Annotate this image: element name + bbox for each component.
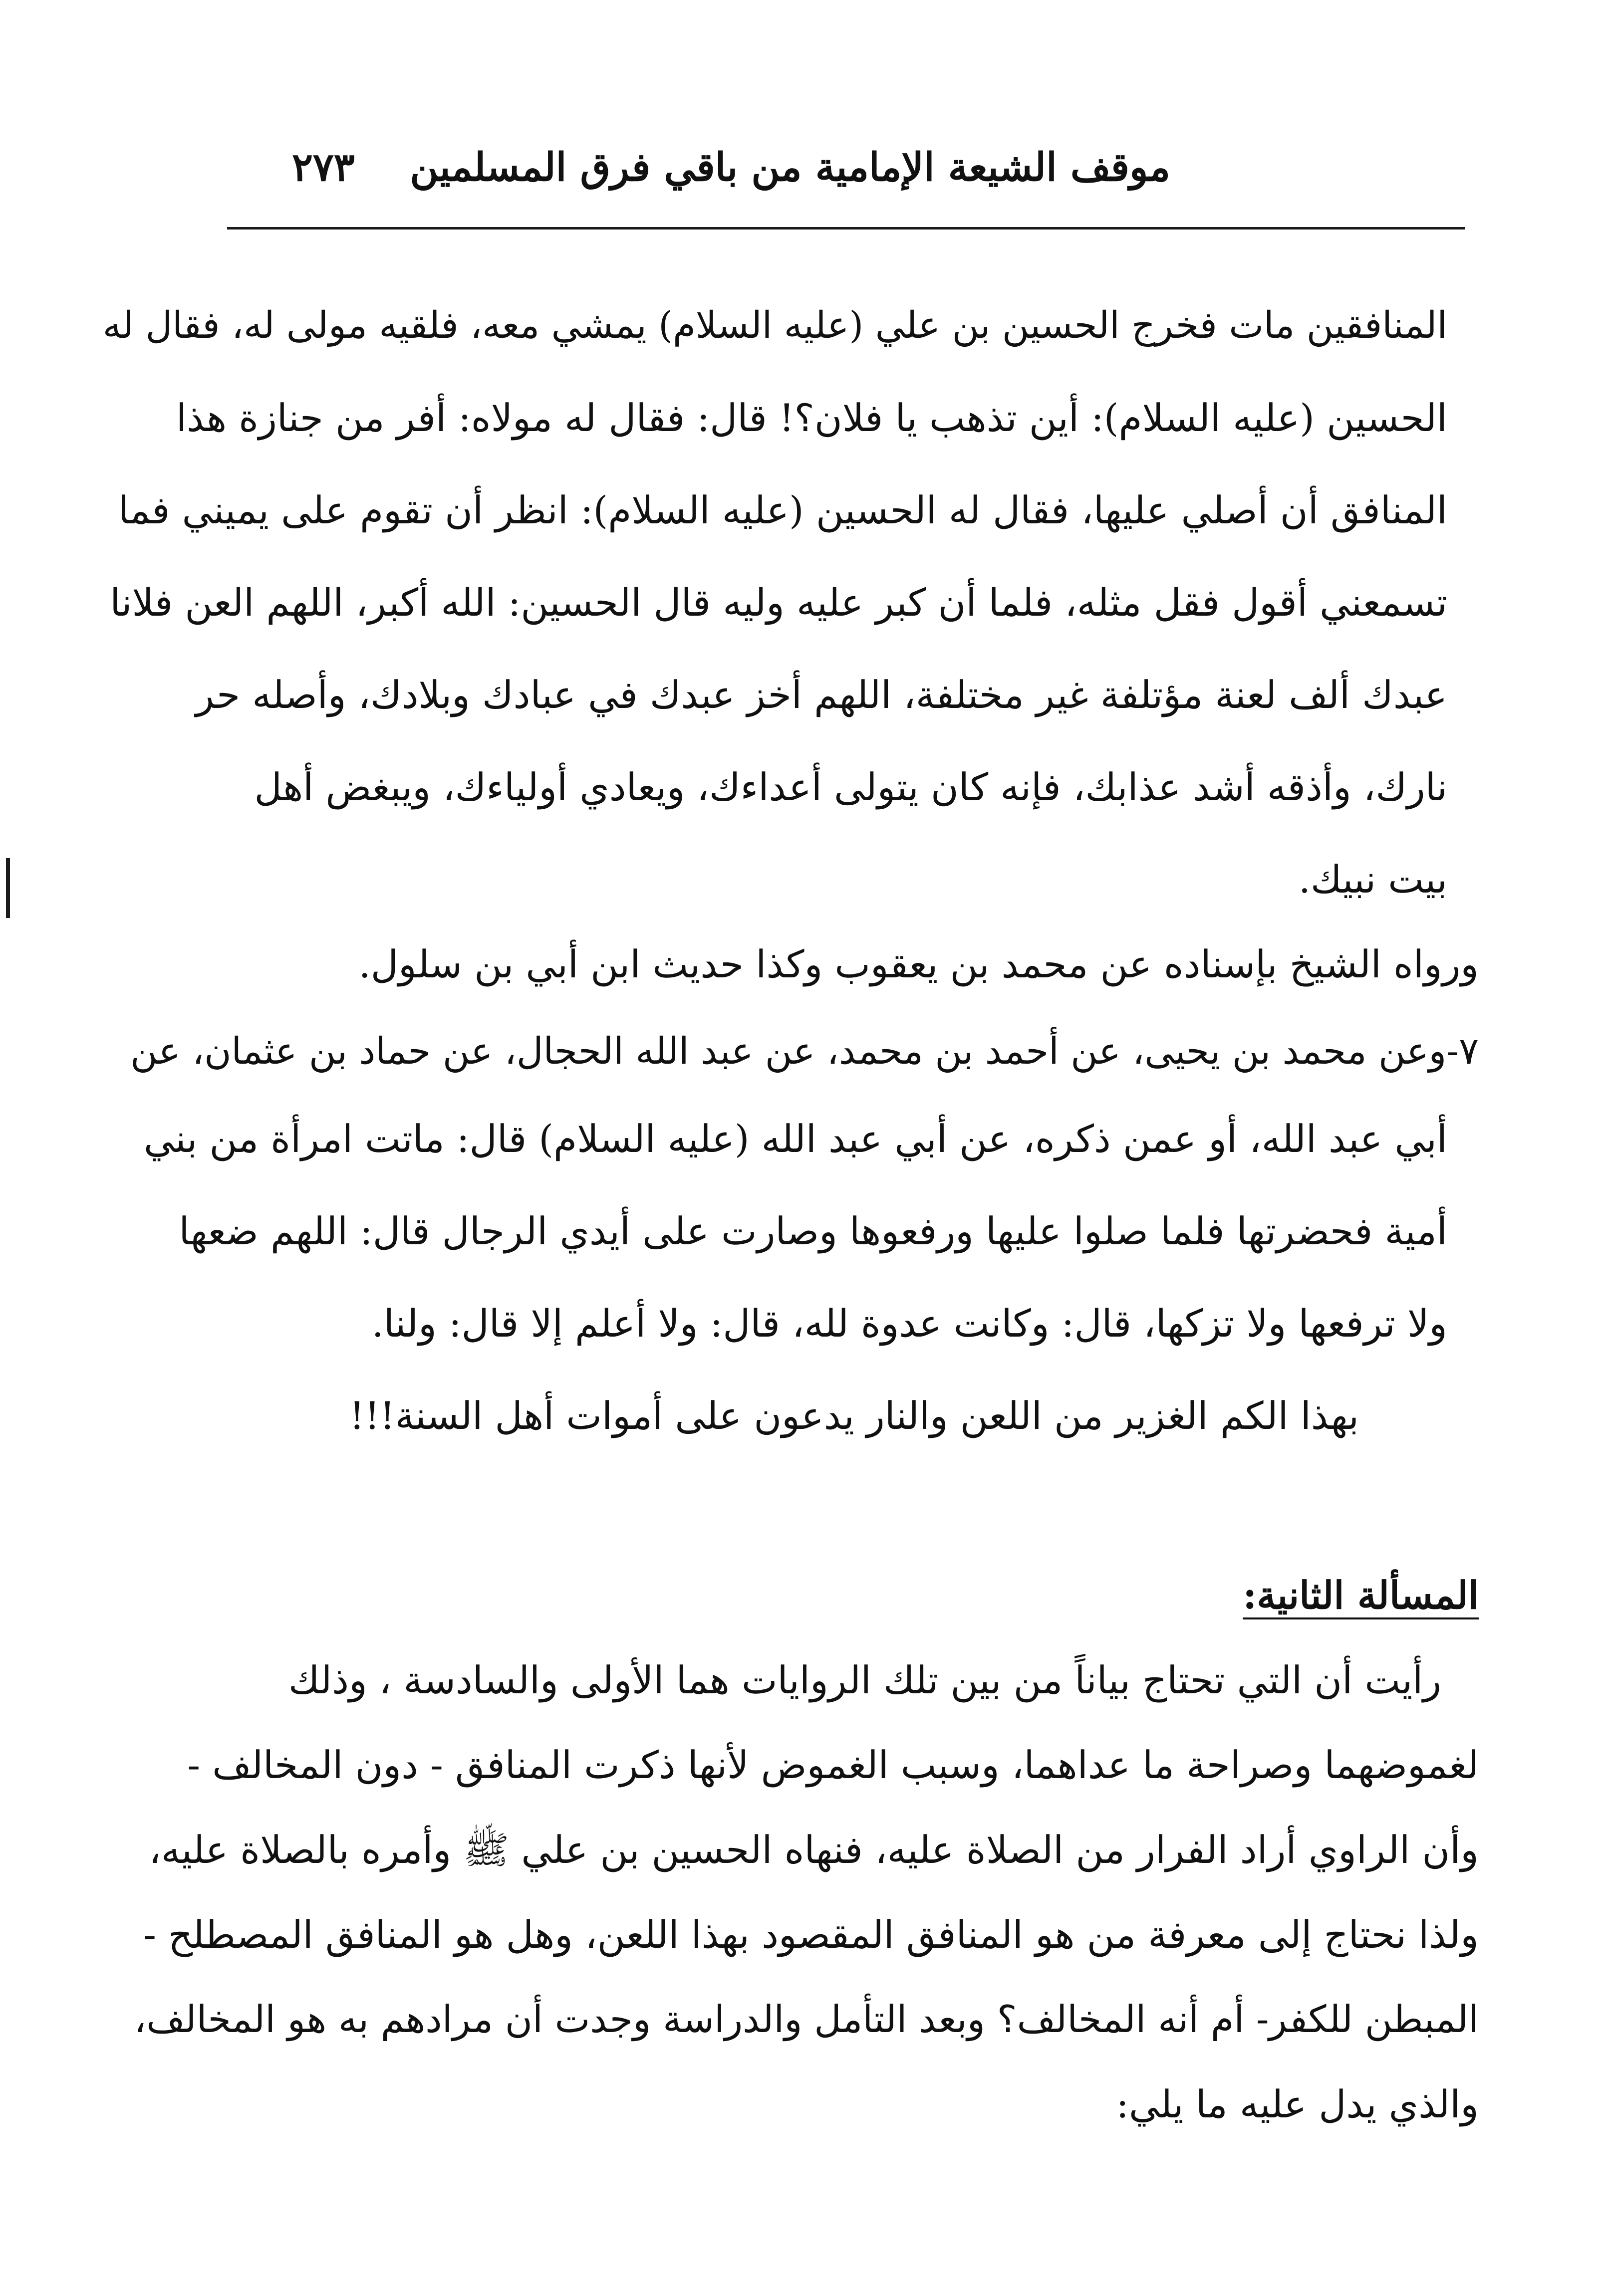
text-line: تسمعني أقول فقل مثله، فلما أن كبر عليه وليه قال الحسين: الله أكبر، اللهم العن فلانا xyxy=(110,580,1447,625)
text-line: رأيت أن التي تحتاج بياناً من بين تلك الروايات هما الأولى والسادسة ، وذلك xyxy=(288,1658,1441,1702)
text-line: ولذا نحتاج إلى معرفة من هو المنافق المقصود بهذا اللعن، وهل هو المنافق المصطلح - xyxy=(143,1912,1479,1957)
text-line: ٧-وعن محمد بن يحيى، عن أحمد بن محمد، عن عبد الله الحجال، عن حماد بن عثمان، عن xyxy=(130,1030,1479,1073)
text-line: أبي عبد الله، أو عمن ذكره، عن أبي عبد الله (عليه السلام) قال: ماتت امرأة من بني xyxy=(143,1117,1447,1161)
text-line: وأن الراوي أراد الفرار من الصلاة عليه، فنهاه الحسين بن علي ﷺ وأمره بالصلاة عليه، xyxy=(149,1828,1479,1872)
text-line: المنافقين مات فخرج الحسين بن علي (عليه السلام) يمشي معه، فلقيه مولى له، فقال له xyxy=(102,304,1447,347)
page-header xyxy=(227,145,1465,210)
text-line: الحسين (عليه السلام): أين تذهب يا فلان؟! قال: فقال له مولاه: أفر من جنازة هذا xyxy=(176,396,1447,440)
text-line: بيت نبيك. xyxy=(1298,857,1447,902)
section-heading: المسألة الثانية: xyxy=(1243,1573,1479,1617)
header-divider xyxy=(227,227,1465,230)
text-line: نارك، وأذقه أشد عذابك، فإنه كان يتولى أعداءك، ويعادي أولياءك، ويبغض أهل xyxy=(254,765,1447,809)
text-line: المنافق أن أصلي عليها، فقال له الحسين (عليه السلام): انظر أن تقوم على يميني فما xyxy=(118,488,1447,532)
text-line: ورواه الشيخ بإسناده عن محمد بن يعقوب وكذا حديث ابن أبي بن سلول. xyxy=(358,942,1479,986)
text-line: عبدك ألف لعنة مؤتلفة غير مختلفة، اللهم أخز عبدك في عبادك وبلادك، وأصله حر xyxy=(196,673,1447,717)
margin-scan-mark xyxy=(6,858,10,918)
text-line: المبطن للكفر- أم أنه المخالف؟ وبعد التأمل والدراسة وجدت أن مرادهم به هو المخالف، xyxy=(134,1997,1479,2041)
text-line: ولا ترفعها ولا تزكها، قال: وكانت عدوة لله، قال: ولا أعلم إلا قال: ولنا. xyxy=(371,1301,1447,1346)
text-line: أمية فحضرتها فلما صلوا عليها ورفعوها وصارت على أيدي الرجال قال: اللهم ضعها xyxy=(179,1209,1447,1253)
page-number: ٢٧٣ xyxy=(292,145,355,190)
running-title: موقف الشيعة الإمامية من باقي فرق المسلمين xyxy=(410,145,1170,190)
text-line: لغموضهما وصراحة ما عداهما، وسبب الغموض لأنها ذكرت المنافق - دون المخالف - xyxy=(187,1743,1479,1787)
text-line: والذي يدل عليه ما يلي: xyxy=(1116,2082,1479,2126)
text-line: بهذا الكم الغزير من اللعن والنار يدعون على أموات أهل السنة!!! xyxy=(349,1393,1359,1438)
